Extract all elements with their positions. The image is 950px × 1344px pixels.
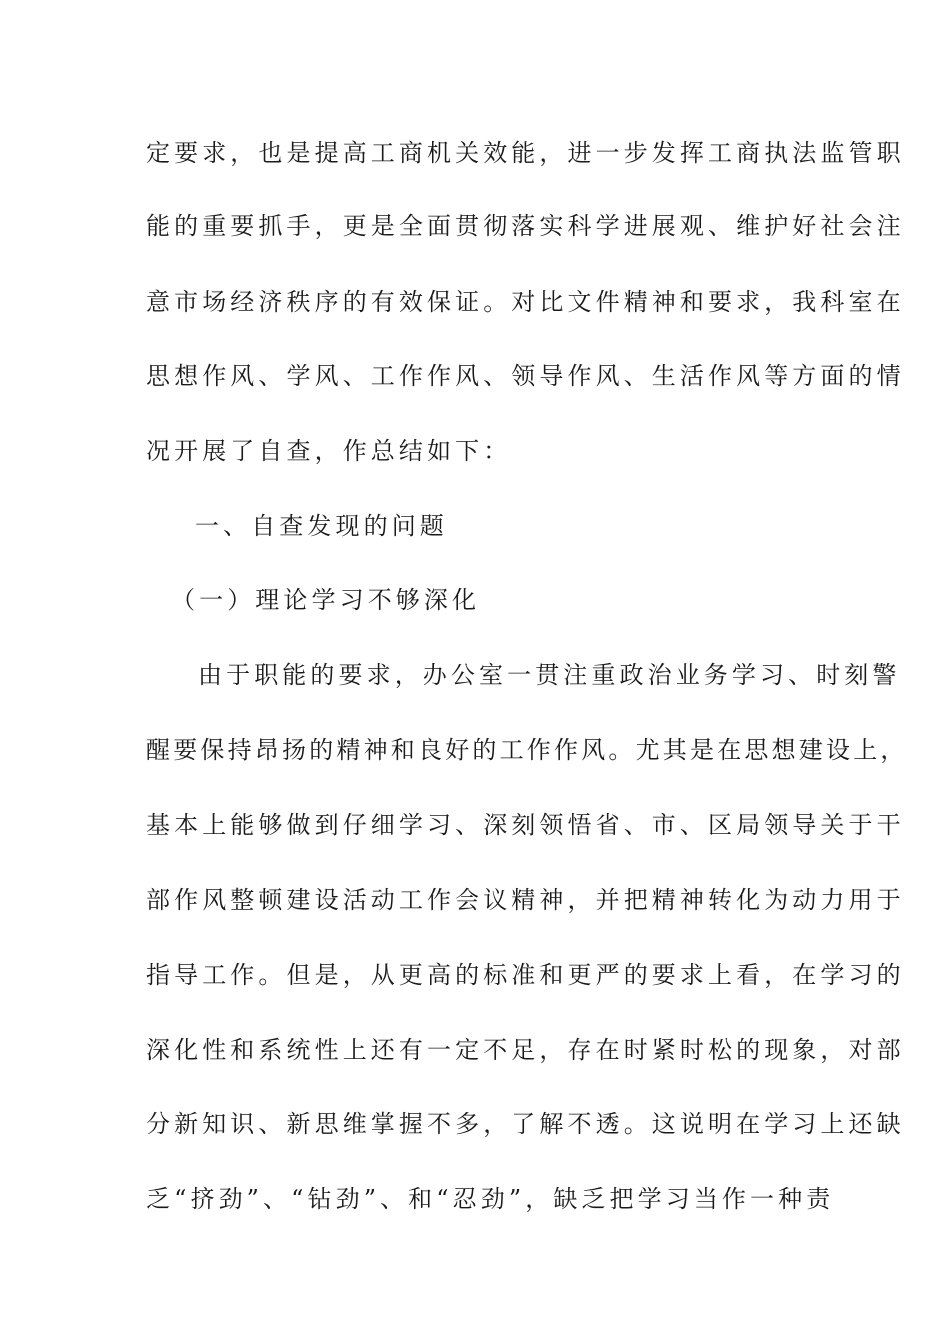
intro-line-1: 定要求，也是提高工商机关效能，进一步发挥工商执法监管职: [146, 139, 905, 167]
paragraph-line-1: 由于职能的要求，办公室一贯注重政治业务学习、时刻警: [198, 661, 901, 689]
paragraph-line-8: 乏“挤劲”、“钻劲”、和“忍劲”，缺乏把学习当作一种责: [146, 1185, 835, 1213]
section-heading: 一、自查发现的问题: [195, 512, 448, 540]
paragraph-line-5: 指导工作。但是，从更高的标准和更严的要求上看，在学习的: [146, 961, 905, 989]
paragraph-line-7: 分新知识、新思维掌握不多，了解不透。这说明在学习上还缺: [146, 1110, 905, 1138]
intro-line-3: 意市场经济秩序的有效保证。对比文件精神和要求，我科室在: [146, 288, 905, 316]
paragraph-line-3: 基本上能够做到仔细学习、深刻领悟省、市、区局领导关于干: [146, 811, 905, 839]
intro-line-2: 能的重要抓手，更是全面贯彻落实科学进展观、维护好社会注: [146, 212, 905, 240]
intro-line-5: 况开展了自查，作总结如下：: [146, 437, 512, 465]
intro-line-4: 思想作风、学风、工作作风、领导作风、生活作风等方面的情: [146, 362, 905, 390]
subsection-heading: （一）理论学习不够深化: [171, 586, 481, 614]
paragraph-line-6: 深化性和系统性上还有一定不足，存在时紧时松的现象，对部: [146, 1036, 905, 1064]
paragraph-line-4: 部作风整顿建设活动工作会议精神，并把精神转化为动力用于: [146, 886, 905, 914]
paragraph-line-2: 醒要保持昂扬的精神和良好的工作作风。尤其是在思想建设上，: [146, 736, 908, 764]
